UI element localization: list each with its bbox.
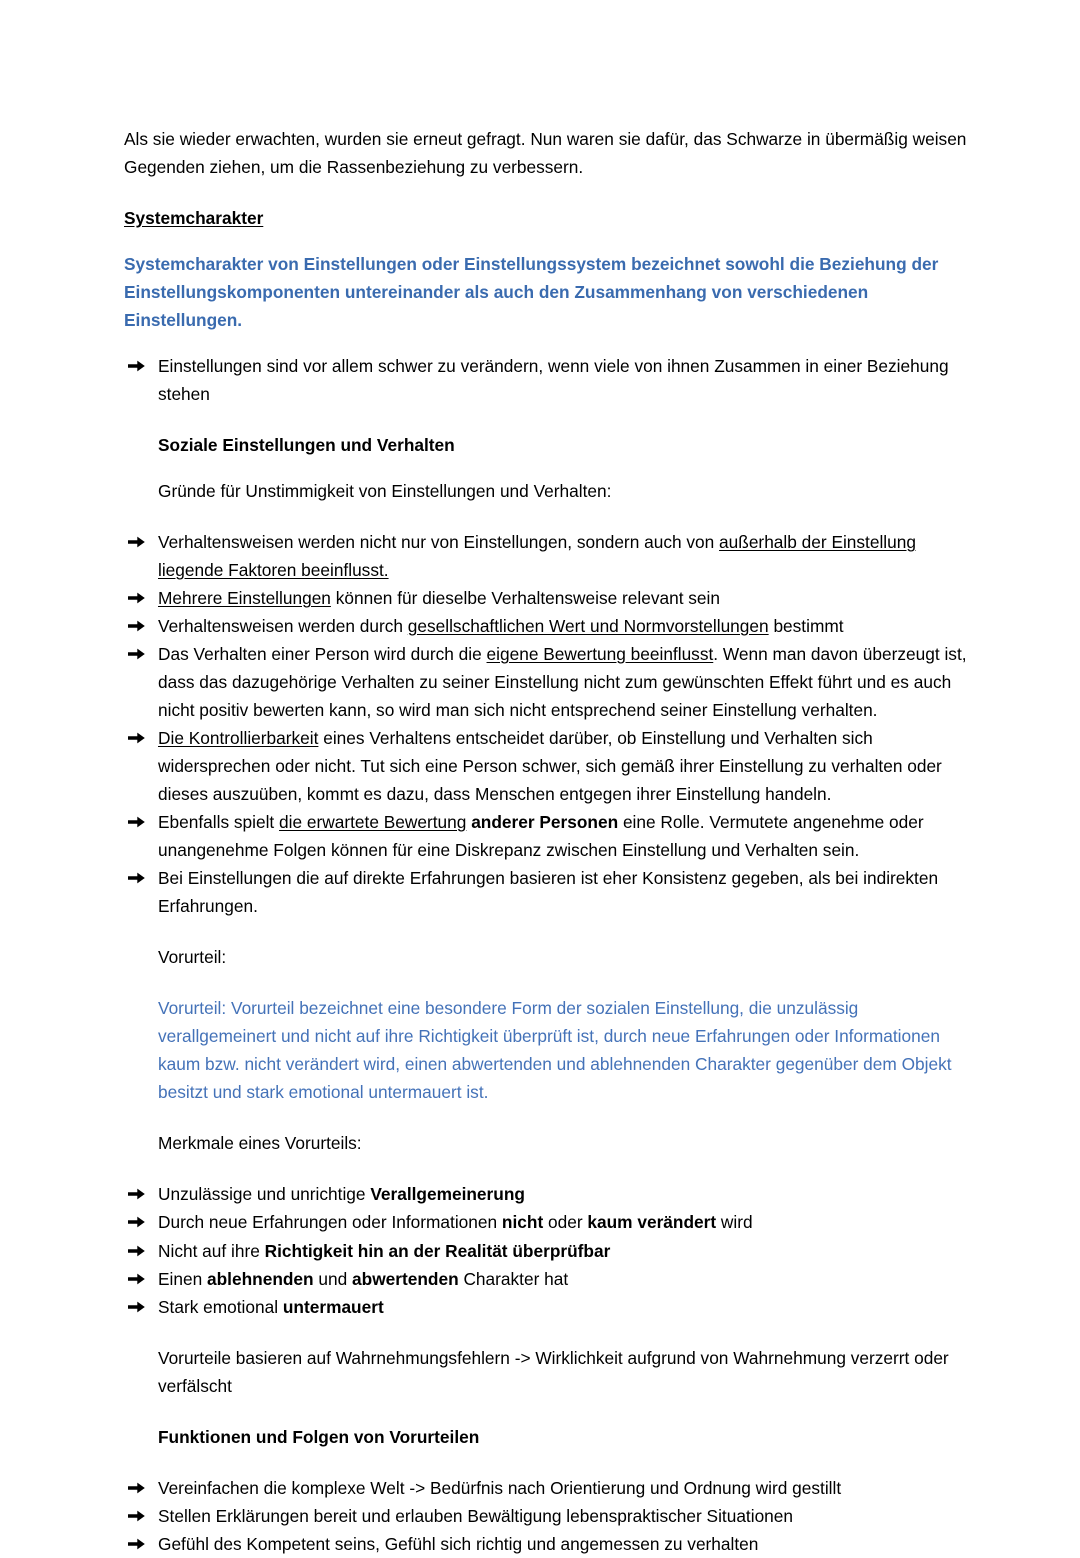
spacer (124, 1400, 980, 1423)
list-item-text (158, 1184, 525, 1204)
list-item (124, 612, 980, 640)
list-item (124, 1530, 980, 1558)
list-item (124, 864, 980, 920)
note-wahrnehmungsfehler: Vorurteile basieren auf Wahrnehmungsfehlern -> Wirklichkeit aufgrund von Wahrnehmung verzerrt oder verfälscht (158, 1347, 949, 1396)
list-item-text (158, 1534, 758, 1554)
list-item-text (158, 1297, 384, 1317)
label-vorurteil: Vorurteil: (158, 947, 227, 968)
list-item-text (158, 588, 720, 608)
spacer (124, 1157, 980, 1180)
list-item-text (158, 868, 938, 916)
bold-text: untermauert (282, 1296, 384, 1317)
underlined-text: die erwartete Bewertung (279, 812, 467, 833)
list-item (124, 724, 980, 808)
reasons-bullet-list (124, 528, 980, 920)
lead-in-gruende: Gründe für Unstimmigkeit von Einstellungen und Verhalten: (158, 481, 612, 502)
section-heading-systemcharakter: Systemcharakter (124, 208, 264, 229)
list-item-text (158, 728, 942, 804)
right-arrow-icon (128, 1180, 150, 1200)
list-item (124, 1293, 980, 1321)
list-item (124, 1502, 980, 1530)
lead-in-merkmale: Merkmale eines Vorurteils: (158, 1133, 362, 1154)
definition-vorurteil: Vorurteil: Vorurteil bezeichnet eine besondere Form der sozialen Einstellung, die unzulässig verallgemeinert und nicht auf ihre Richtigkeit überprüft ist, durch neue Erfahrungen oder Informationen kaum bzw. nicht verändert wird, einen abwertenden und ablehnenden Charakter gegenüber dem Objekt besitzt und stark emotional untermauert ist. (158, 998, 952, 1103)
spacer (124, 971, 980, 994)
plain-text: können für dieselbe Verhaltensweise relevant sein (330, 588, 720, 609)
plain-text: eines Verhaltens entscheidet darüber, ob Einstellung und Verhalten sich widersprechen oder nicht. Tut sich eine Person schwer, sich gemäß ihrer Einstellung zu verhalten oder dieses auszuüben, kommt es dazu, dass Menschen entgegen ihrer Einstellung handeln. (158, 728, 942, 805)
plain-text: Gefühl des Kompetent seins, Gefühl sich richtig und angemessen zu verhalten (158, 1533, 759, 1554)
bold-text: ablehnenden (207, 1268, 314, 1289)
list-item (124, 1208, 980, 1236)
plain-text: Stark emotional (158, 1296, 283, 1317)
bold-text: kaum verändert (587, 1212, 717, 1233)
plain-text: Das Verhalten einer Person wird durch die (158, 644, 487, 665)
right-arrow-icon (128, 1293, 150, 1313)
right-arrow-icon (128, 808, 150, 828)
plain-text: Nicht auf ihre (158, 1240, 265, 1261)
plain-text: Durch neue Erfahrungen oder Informationen (158, 1212, 502, 1233)
list-item-text (158, 1478, 841, 1498)
plain-text: Vereinfachen die komplexe Welt -> Bedürfnis nach Orientierung und Ordnung wird gestillt (158, 1477, 842, 1498)
spacer (124, 181, 980, 204)
list-item-text (158, 644, 967, 720)
spacer (124, 459, 980, 477)
definition-systemcharakter: Systemcharakter von Einstellungen oder Einstellungssystem bezeichnet sowohl die Beziehung der Einstellungskomponenten untereinander als auch den Zusammenhang von verschiedenen Einstellungen. (124, 254, 939, 331)
subheading-funktionen-folgen: Funktionen und Folgen von Vorurteilen (158, 1426, 480, 1447)
spacer (124, 1321, 980, 1344)
list-item-text (158, 1269, 568, 1289)
spacer (124, 920, 980, 943)
plain-text: eine Rolle. Vermutete angenehme oder unangenehme Folgen können für eine Diskrepanz zwischen Einstellung und Verhalten sein. (158, 812, 924, 861)
list-item-text: Einstellungen sind vor allem schwer zu verändern, wenn viele von ihnen Zusammen in einer Beziehung stehen (158, 356, 949, 405)
list-item-text (158, 1506, 793, 1526)
list-item-text (158, 616, 844, 636)
merkmale-bullet-list (124, 1180, 980, 1320)
right-arrow-icon (128, 528, 150, 548)
underlined-text: Die Kontrollierbarkeit (158, 728, 319, 749)
right-arrow-icon (128, 1502, 150, 1522)
list-item-text (158, 1212, 753, 1232)
underlined-text: außerhalb der Einstellung liegende Faktoren beeinflusst. (158, 532, 916, 581)
plain-text: Einen (158, 1268, 208, 1289)
plain-text: Verhaltensweisen werden nicht nur von Einstellungen, sondern auch von (158, 532, 720, 553)
bold-text: nicht (501, 1212, 544, 1233)
right-arrow-icon (128, 640, 150, 660)
bold-text: Richtigkeit hin an der Realität überprüfbar (264, 1240, 611, 1261)
list-item (124, 1180, 980, 1208)
spacer (124, 334, 980, 352)
underlined-text: eigene Bewertung beeinflusst (486, 644, 714, 665)
plain-text: bestimmt (768, 616, 844, 637)
right-arrow-icon (128, 1237, 150, 1257)
right-arrow-icon (128, 1208, 150, 1228)
right-arrow-icon (128, 1265, 150, 1285)
right-arrow-icon (128, 352, 150, 372)
spacer (124, 1451, 980, 1474)
list-item (124, 1265, 980, 1293)
list-item (124, 584, 980, 612)
list-item (124, 640, 980, 724)
underlined-text: gesellschaftlichen Wert und Normvorstellungen (407, 616, 769, 637)
funktionen-bullet-list (124, 1474, 980, 1558)
spacer (124, 232, 980, 250)
right-arrow-icon (128, 1530, 150, 1550)
list-item-text (158, 1241, 610, 1261)
plain-text: Verhaltensweisen werden durch (158, 616, 408, 637)
plain-text: Charakter hat (458, 1268, 569, 1289)
bold-text: anderer Personen (471, 812, 619, 833)
list-item (124, 1237, 980, 1265)
intro-paragraph: Als sie wieder erwachten, wurden sie erneut gefragt. Nun waren sie dafür, das Schwarze in übermäßig weisen Gegenden ziehen, um die Rassenbeziehung zu verbessern. (124, 129, 967, 178)
plain-text: und (313, 1268, 353, 1289)
plain-text: Unzulässige und unrichtige (158, 1184, 371, 1205)
right-arrow-icon (128, 724, 150, 744)
list-item (124, 352, 980, 408)
list-item (124, 528, 980, 584)
subheading-soziale-einstellungen: Soziale Einstellungen und Verhalten (158, 435, 455, 456)
list-item (124, 808, 980, 864)
right-arrow-icon (128, 864, 150, 884)
plain-text: oder (543, 1212, 588, 1233)
spacer (124, 505, 980, 528)
plain-text: Ebenfalls spielt (158, 812, 280, 833)
spacer (124, 408, 980, 431)
list-item (124, 1474, 980, 1502)
document-body (124, 125, 980, 1558)
underlined-text: Mehrere Einstellungen (158, 588, 331, 609)
plain-text: Bei Einstellungen die auf direkte Erfahrungen basieren ist eher Konsistenz gegeben, als bei indirekten Erfahrungen. (158, 868, 939, 917)
bold-text: abwertenden (352, 1268, 459, 1289)
list-item-text (158, 532, 916, 580)
systemcharakter-bullet-list (124, 352, 980, 408)
bold-text: Verallgemeinerung (370, 1184, 525, 1205)
right-arrow-icon (128, 584, 150, 604)
spacer (124, 1106, 980, 1129)
plain-text: wird (716, 1212, 753, 1233)
plain-text: Stellen Erklärungen bereit und erlauben Bewältigung lebenspraktischer Situationen (158, 1505, 794, 1526)
plain-text: . Wenn man davon überzeugt ist, dass das dazugehörige Verhalten zu seiner Einstellung nicht zum gewünschten Effekt führt und es auch nicht positiv bewerten kann, so wird man sich nicht entsprechend seiner Einstellung verhalten. (158, 644, 967, 721)
right-arrow-icon (128, 612, 150, 632)
list-item-text (158, 812, 924, 860)
right-arrow-icon (128, 1474, 150, 1494)
